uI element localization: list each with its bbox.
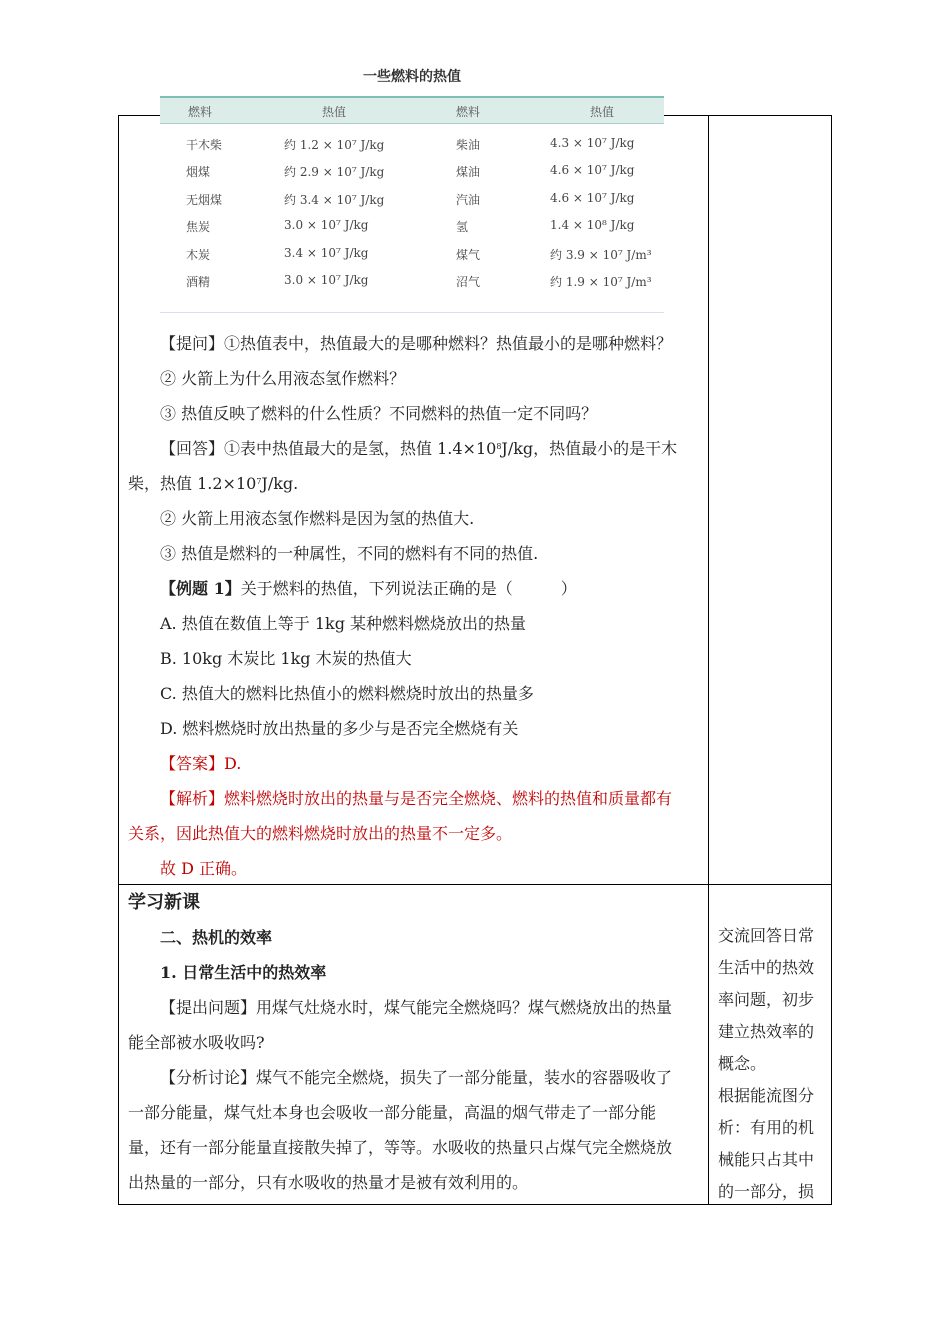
table-top-right-border	[664, 115, 832, 116]
fuel-row	[160, 273, 664, 300]
fuel-value: 3.0 × 10⁷ J/kg	[284, 273, 369, 287]
header-fuel-1: 燃料	[188, 105, 213, 119]
fuel-value: 4.6 × 10⁷ J/kg	[550, 163, 635, 177]
table-row-divider	[118, 884, 832, 885]
side-note-line: 率问题，初步	[718, 990, 815, 1009]
example-1: 【例题 1】关于燃料的热值，下列说法正确的是（ ）	[160, 579, 577, 598]
fuel-value: 约 3.9 × 10⁷ J/m³	[550, 248, 652, 262]
side-note-line: 建立热效率的	[718, 1022, 815, 1041]
fuel-value: 约 1.2 × 10⁷ J/kg	[284, 138, 385, 152]
question-3: ③ 热值反映了燃料的什么性质？不同燃料的热值一定不同吗？	[160, 404, 598, 423]
answer-key-tag: 【答案】	[160, 754, 225, 773]
header-value-1: 热值	[322, 105, 347, 119]
fuel-value: 4.3 × 10⁷ J/kg	[550, 136, 635, 150]
fuel-table-title: 一些燃料的热值	[363, 69, 461, 85]
header-value-2: 热值	[590, 105, 615, 119]
discussion-line-2: 一部分能量，煤气灶本身也会吸收一部分能量，高温的烟气带走了一部分能	[128, 1103, 657, 1122]
fuel-name: 煤气	[456, 248, 481, 262]
fuel-name: 煤油	[456, 165, 481, 179]
option-b: B. 10kg 木炭比 1kg 木炭的热值大	[160, 649, 412, 668]
answer-1-line-2: 柴，热值 $1.2\times 10^7J/kg$.	[128, 474, 299, 493]
discussion-line-3: 量，还有一部分能量直接散失掉了，等等。水吸收的热量只占煤气完全燃烧放	[128, 1138, 673, 1157]
raise-question-line-2: 能全部被水吸收吗?	[128, 1033, 265, 1052]
fuel-name: 焦炭	[186, 220, 211, 234]
fuel-name: 沼气	[456, 275, 481, 289]
fuel-table-bottom-rule	[160, 312, 664, 313]
raise-question-tag: 【提出问题】	[160, 998, 257, 1017]
fuel-value: 1.4 × 10⁸ J/kg	[550, 218, 635, 232]
side-note-line: 的一部分，损	[718, 1182, 815, 1201]
table-right-border	[831, 115, 832, 1205]
fuel-value: 约 3.4 × 10⁷ J/kg	[284, 193, 385, 207]
explanation-line-2: 关系，因此热值大的燃料燃烧时放出的热量不一定多。	[128, 824, 513, 843]
answer-1-line-1: 【回答】①表中热值最大的是氢，热值 $1.4\times 10^8J/kg$，热值最小的是干木	[160, 439, 678, 458]
subheading-daily-efficiency: 1. 日常生活中的热效率	[160, 963, 327, 982]
table-top-left-border	[118, 115, 160, 116]
fuel-value: 3.0 × 10⁷ J/kg	[284, 218, 369, 232]
side-note-line: 械能只占其中	[718, 1150, 815, 1169]
question-1: 【提问】①热值表中，热值最大的是哪种燃料？热值最小的是哪种燃料？	[160, 334, 673, 353]
answer-2: ② 火箭上用液态氢作燃料是因为氢的热值大.	[160, 509, 475, 528]
side-note-line: 生活中的热效	[718, 958, 815, 977]
fuel-table	[160, 96, 664, 314]
fuel-row	[160, 218, 664, 245]
header-fuel-2: 燃料	[456, 105, 481, 119]
explanation-line-3: 故 D 正确。	[160, 859, 248, 878]
side-note-line: 交流回答日常	[718, 926, 815, 945]
fuel-table-header	[160, 96, 664, 124]
option-d: D. 燃料燃烧时放出热量的多少与是否完全燃烧有关	[160, 719, 519, 738]
fuel-row	[160, 246, 664, 273]
section-heading: 学习新课	[128, 892, 200, 913]
explanation-tag: 【解析】	[160, 789, 225, 808]
fuel-name: 木炭	[186, 248, 211, 262]
example-tag: 【例题 1】	[160, 579, 241, 598]
answer-3: ③ 热值是燃料的一种属性，不同的燃料有不同的热值.	[160, 544, 539, 563]
table-left-border	[118, 115, 119, 1205]
fuel-name: 酒精	[186, 275, 211, 289]
fuel-name: 汽油	[456, 193, 481, 207]
option-c: C. 热值大的燃料比热值小的燃料燃烧时放出的热量多	[160, 684, 534, 703]
answer-tag: 【回答】	[160, 439, 225, 458]
question-2: ② 火箭上为什么用液态氢作燃料？	[160, 369, 406, 388]
option-a: A. 热值在数值上等于 1kg 某种燃料燃烧放出的热量	[160, 614, 527, 633]
fuel-name: 干木柴	[186, 138, 223, 152]
fuel-value: 约 2.9 × 10⁷ J/kg	[284, 165, 385, 179]
fuel-name: 氢	[456, 220, 469, 234]
subheading-heat-engine-efficiency: 二、热机的效率	[160, 928, 273, 947]
explanation-line-1: 【解析】燃料燃烧时放出的热量与是否完全燃烧、燃料的热值和质量都有	[160, 789, 673, 808]
side-note-line: 析：有用的机	[718, 1118, 815, 1137]
fuel-row	[160, 163, 664, 190]
discussion-line-1: 【分析讨论】煤气不能完全燃烧，损失了一部分能量，装水的容器吸收了	[160, 1068, 673, 1087]
fuel-row	[160, 191, 664, 218]
discussion-tag: 【分析讨论】	[160, 1068, 257, 1087]
raise-question-line-1: 【提出问题】用煤气灶烧水时，煤气能完全燃烧吗？煤气燃烧放出的热量	[160, 998, 673, 1017]
table-column-divider	[708, 115, 709, 1205]
fuel-value: 3.4 × 10⁷ J/kg	[284, 246, 369, 260]
side-note-line: 概念。	[718, 1054, 767, 1073]
fuel-row	[160, 136, 664, 163]
table-bottom-border	[118, 1204, 832, 1205]
discussion-line-4: 出热量的一部分，只有水吸收的热量才是被有效利用的。	[128, 1173, 529, 1192]
fuel-name: 柴油	[456, 138, 481, 152]
fuel-value: 4.6 × 10⁷ J/kg	[550, 191, 635, 205]
side-note-line: 根据能流图分	[718, 1086, 815, 1105]
fuel-value: 约 1.9 × 10⁷ J/m³	[550, 275, 652, 289]
question-tag: 【提问】	[160, 334, 225, 353]
fuel-name: 烟煤	[186, 165, 211, 179]
answer-key: 【答案】D.	[160, 754, 242, 773]
fuel-name: 无烟煤	[186, 193, 223, 207]
